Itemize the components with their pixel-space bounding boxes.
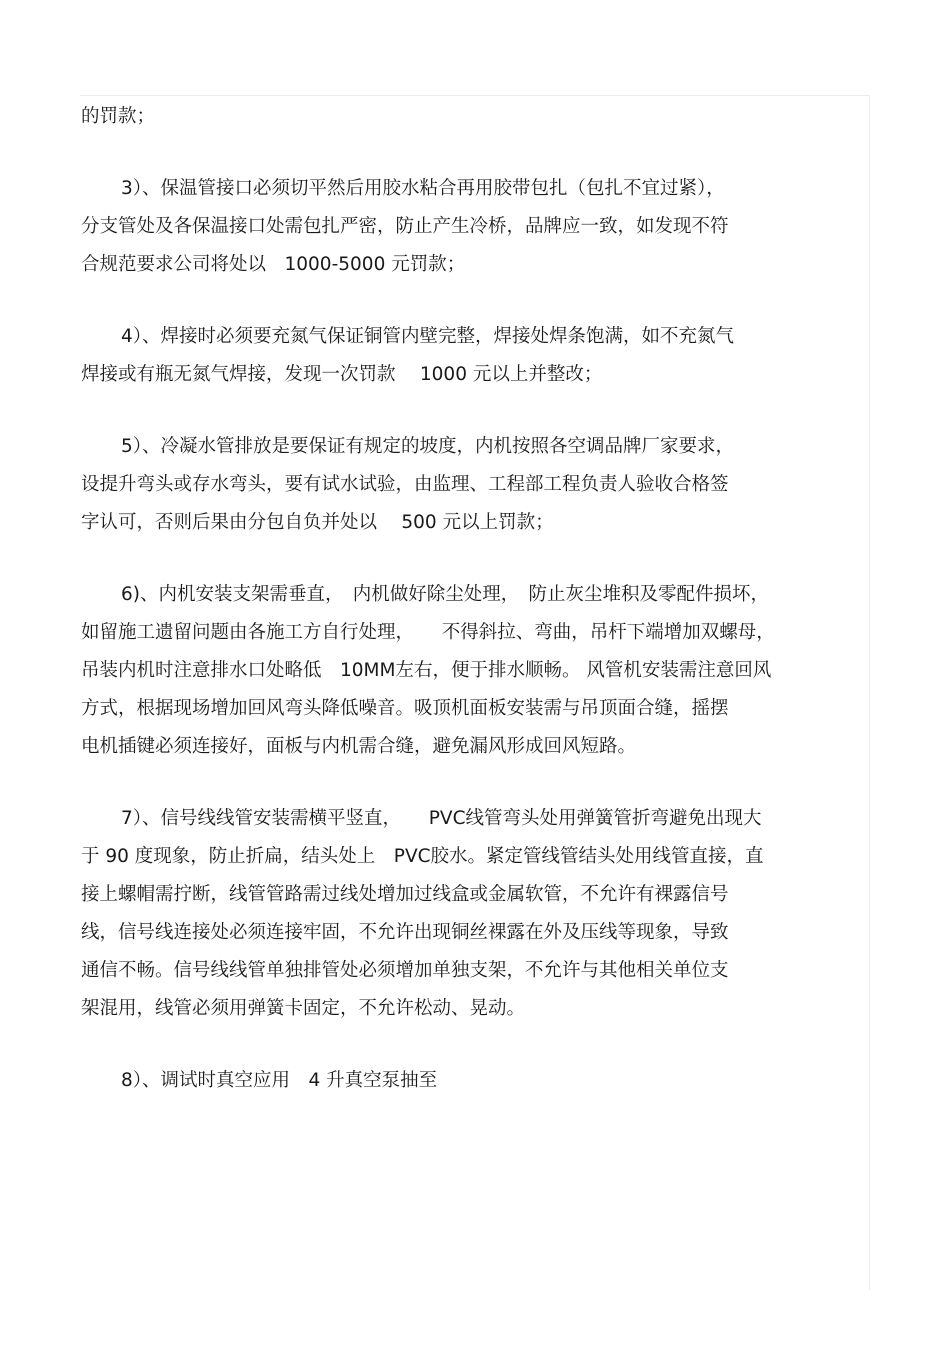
page-border-top — [80, 95, 870, 96]
text-line: 通信不畅。信号线线管单独排管处必须增加单独支架，不允许与其他相关单位支 — [81, 960, 729, 981]
text-line: 字认可，否则后果由分包自负并处以 500 元以上罚款； — [81, 512, 554, 533]
text-line: 于 90 度现象，防止折扁，结头处上 PVC胶水。紧定管线管结头处用线管直接，直 — [81, 846, 764, 867]
paragraph-gap — [81, 1028, 871, 1062]
document-body — [81, 98, 871, 1100]
paragraph-item-6 — [81, 576, 871, 766]
text-line: 如留施工遗留问题由各施工方自行处理， 不得斜拉、弯曲，吊杆下端增加双螺母， — [81, 622, 775, 643]
paragraph-item-3 — [81, 170, 871, 284]
paragraph-item-4 — [81, 318, 871, 394]
text-line: 3）、保温管接口必须切平然后用胶水粘合再用胶带包扎（包扎不宜过紧）， — [121, 178, 725, 199]
text-line: 电机插键必须连接好，面板与内机需合缝，避免漏风形成回风短路。 — [81, 736, 637, 757]
text-line: 的罚款； — [81, 106, 156, 127]
text-line: 合规范要求公司将处以 1000-5000 元罚款； — [81, 254, 466, 275]
text-line: 接上螺帽需拧断，线管管路需过线处增加过线盒或金属软管，不允许有裸露信号 — [81, 884, 729, 905]
paragraph-item-8 — [81, 1062, 871, 1100]
paragraph-gap — [81, 394, 871, 428]
paragraph-item-7 — [81, 800, 871, 1028]
text-line: 5）、冷凝水管排放是要保证有规定的坡度，内机按照各空调品牌厂家要求， — [121, 436, 735, 457]
text-line: 4）、焊接时必须要充氮气保证铜管内壁完整，焊接处焊条饱满，如不充氮气 — [121, 326, 735, 347]
text-line: 8）、调试时真空应用 4 升真空泵抽至 — [121, 1070, 438, 1091]
paragraph-gap — [81, 766, 871, 800]
text-line: 架混用，线管必须用弹簧卡固定，不允许松动、晃动。 — [81, 998, 526, 1019]
text-line: 6)、内机安装支架需垂直， 内机做好除尘处理， 防止灰尘堆积及零配件损坏， — [121, 584, 769, 605]
text-line: 方式，根据现场增加回风弯头降低噪音。吸顶机面板安装需与吊顶面合缝，摇摆 — [81, 698, 729, 719]
text-line: 分支管处及各保温接口处需包扎严密，防止产生冷桥，品牌应一致，如发现不符 — [81, 216, 729, 237]
text-line: 设提升弯头或存水弯头，要有试水试验，由监理、工程部工程负责人验收合格签 — [81, 474, 729, 495]
paragraph-item-5 — [81, 428, 871, 542]
paragraph-gap — [81, 542, 871, 576]
text-line: 吊装内机时注意排水口处略低 10MM左右，便于排水顺畅。 风管机安装需注意回风 — [81, 660, 772, 681]
text-line: 7）、信号线线管安装需横平竖直， PVC线管弯头处用弹簧管折弯避免出现大 — [121, 808, 762, 829]
text-line: 焊接或有瓶无氮气焊接，发现一次罚款 1000 元以上并整改； — [81, 364, 603, 385]
paragraph-gap — [81, 136, 871, 170]
paragraph-gap — [81, 284, 871, 318]
text-line: 线，信号线连接处必须连接牢固，不允许出现铜丝裸露在外及压线等现象，导致 — [81, 922, 729, 943]
paragraph-fine-tail — [81, 98, 871, 136]
